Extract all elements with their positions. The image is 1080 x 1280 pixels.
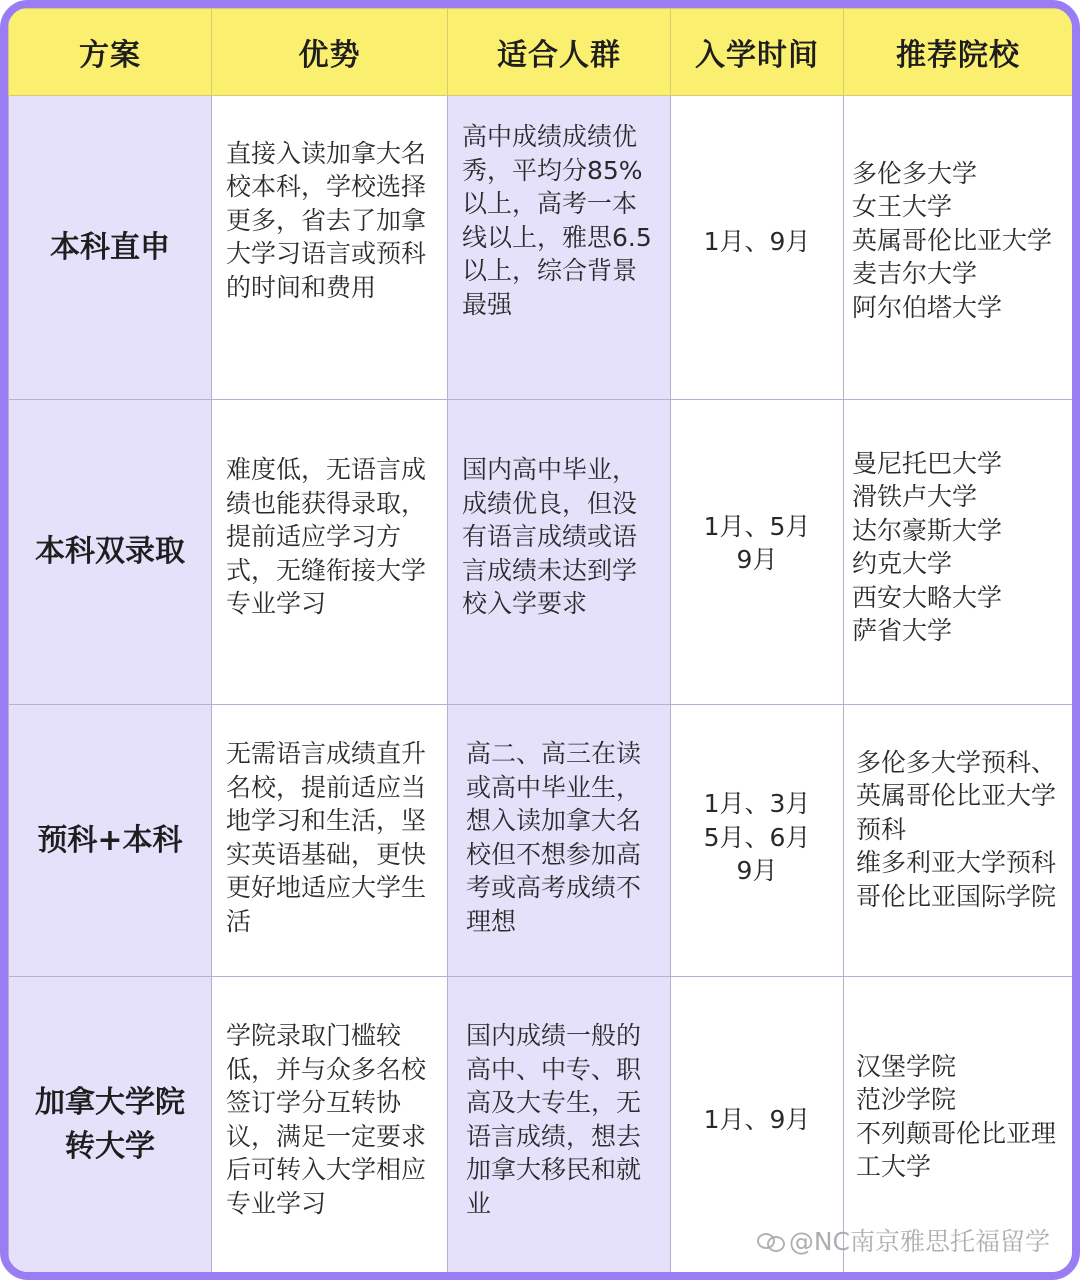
advantage-text: 无需语言成绩直升名校，提前适应当地学习和生活，坚实英语基础，更快更好地适应大学生活 [226, 739, 427, 936]
school-item: 不列颠哥伦比亚理 [856, 1118, 1057, 1148]
intake-cell [671, 705, 844, 977]
advantage-cell [212, 977, 448, 1273]
header-plan: 方案 [9, 9, 212, 96]
advantage-cell [212, 400, 448, 705]
audience-text: 国内高中毕业，成绩优良，但没有语言成绩或语言成绩未达到学校入学要求 [462, 455, 638, 619]
plan-name: 加拿大学院 [35, 1084, 185, 1120]
plan-cell [9, 705, 212, 977]
school-item: 曼尼托巴大学 [852, 448, 1003, 478]
audience-cell [448, 705, 671, 977]
school-item: 约克大学 [852, 549, 953, 578]
plan-name: 本科双录取 [35, 534, 185, 569]
table-row [9, 96, 1073, 400]
schools-cell [844, 400, 1073, 705]
plan-name: 预科+本科 [37, 822, 183, 858]
school-item: 英属哥伦比亚大学 [856, 781, 1057, 811]
school-item: 预科 [856, 814, 907, 844]
plan-cell [9, 400, 212, 705]
school-item: 汉堡学院 [856, 1051, 957, 1081]
intake-line: 1月、5月 [703, 511, 811, 541]
plan-cell [9, 977, 212, 1273]
school-item: 多伦多大学 [852, 158, 978, 188]
table-header [9, 9, 1073, 96]
schools-cell [844, 705, 1073, 977]
audience-text: 高中成绩成绩优秀，平均分85%以上，高考一本线以上，雅思6.5以上，综合背景最强 [462, 122, 652, 319]
school-item: 工大学 [856, 1152, 932, 1181]
advantage-cell [212, 705, 448, 977]
intake-line: 9月 [736, 856, 778, 886]
audience-text: 国内成绩一般的高中、中专、职高及大专生，无语言成绩，想去加拿大移民和就业 [466, 1021, 642, 1218]
school-item: 多伦多大学预科、 [856, 747, 1057, 777]
table-row [9, 400, 1073, 705]
school-item: 西安大略大学 [852, 582, 1003, 612]
intake-line: 1月、3月 [703, 789, 811, 819]
school-item: 哥伦比亚国际学院 [856, 881, 1057, 911]
intake-line: 1月、9月 [703, 226, 811, 256]
plan-cell [9, 96, 212, 400]
school-item: 女王大学 [852, 192, 953, 222]
header-schools: 推荐院校 [844, 9, 1073, 96]
school-item: 维多利亚大学预科 [856, 848, 1057, 878]
header-advantage: 优势 [212, 9, 448, 96]
schools-cell [844, 96, 1073, 400]
intake-line: 9月 [736, 545, 778, 574]
audience-cell [448, 96, 671, 400]
intake-line: 1月、9月 [703, 1104, 811, 1134]
advantage-cell [212, 96, 448, 400]
plan-name: 转大学 [65, 1128, 155, 1164]
audience-text: 高二、高三在读或高中毕业生，想入读加拿大名校但不想参加高考或高考成绩不理想 [466, 739, 642, 936]
school-item: 滑铁卢大学 [852, 482, 978, 511]
chat-bubbles-icon [757, 1230, 783, 1250]
table-row [9, 705, 1073, 977]
school-item: 达尔豪斯大学 [852, 515, 1003, 545]
header-audience: 适合人群 [448, 9, 671, 96]
study-plan-table [8, 8, 1073, 1273]
school-item: 麦吉尔大学 [852, 259, 978, 289]
advantage-text: 直接入读加拿大名校本科，学校选择更多，省去了加拿大学习语言或预科的时间和费用 [226, 138, 427, 302]
intake-cell [671, 96, 844, 400]
plan-name: 本科直申 [50, 229, 170, 265]
school-item: 萨省大学 [852, 616, 953, 645]
intake-line: 5月、6月 [703, 822, 811, 852]
audience-cell [448, 977, 671, 1273]
school-item: 范沙学院 [856, 1085, 957, 1114]
school-item: 阿尔伯塔大学 [852, 292, 1003, 322]
intake-cell [671, 400, 844, 705]
watermark-text: @NC南京雅思托福留学 [788, 1227, 1050, 1256]
watermark [757, 1222, 1050, 1258]
school-item: 英属哥伦比亚大学 [852, 225, 1053, 255]
header-intake: 入学时间 [671, 9, 844, 96]
audience-cell [448, 400, 671, 705]
advantage-text: 难度低，无语言成绩也能获得录取，提前适应学习方式，无缝衔接大学专业学习 [226, 455, 427, 619]
advantage-text: 学院录取门槛较低，并与众多名校签订学分互转协议，满足一定要求后可转入大学相应专业学习 [226, 1021, 427, 1218]
